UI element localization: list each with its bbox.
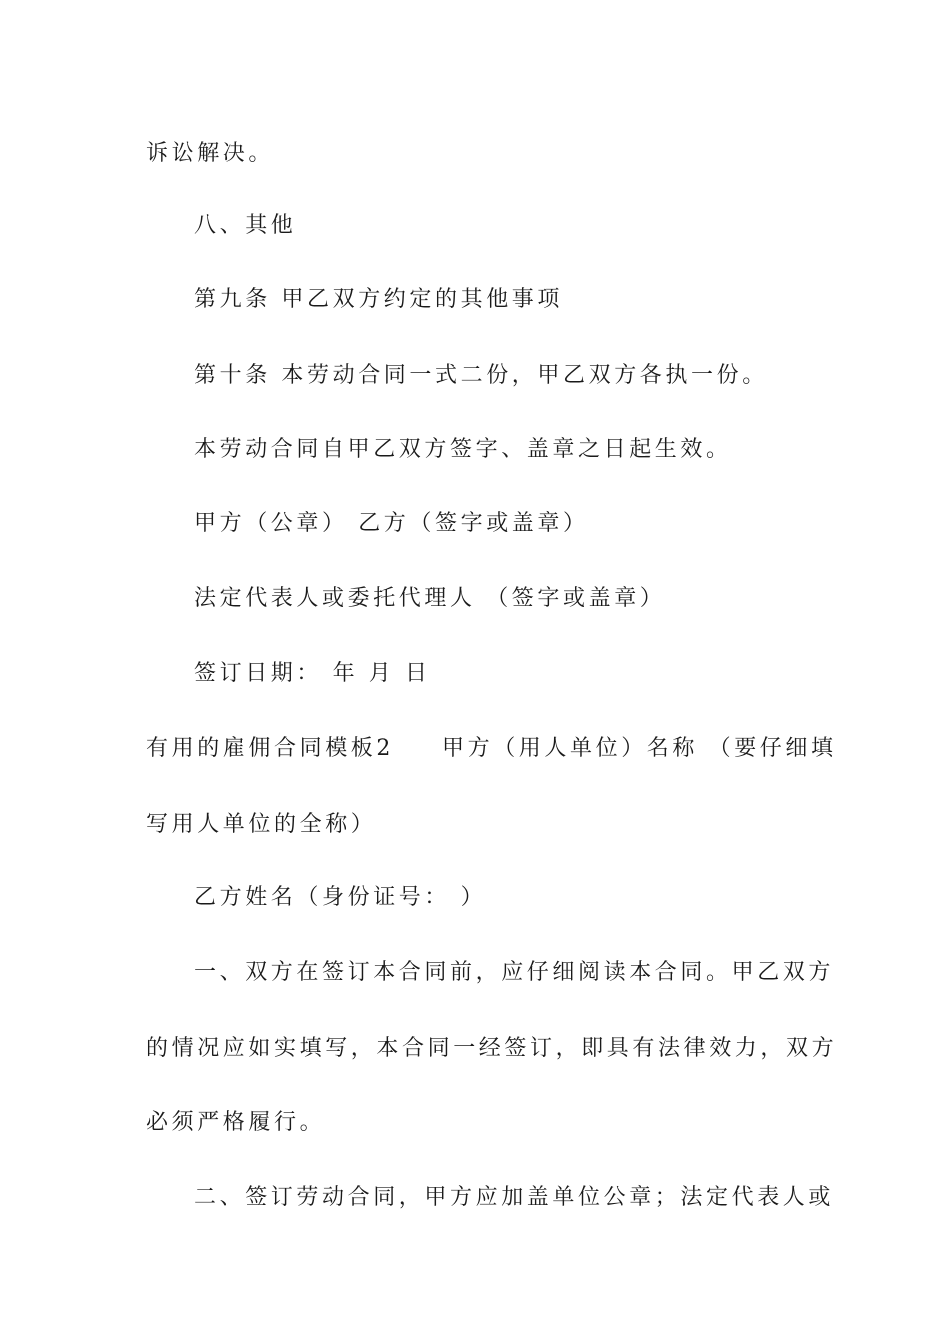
section-heading: 八、其他: [194, 213, 297, 238]
paragraph-line: 必须严格履行。: [146, 1110, 326, 1135]
signature-line: 甲方（公章） 乙方（签字或盖章）: [194, 511, 589, 536]
paragraph-line: 乙方姓名（身份证号： ）: [194, 885, 487, 910]
paragraph-line: 二、签订劳动合同，甲方应加盖单位公章；法定代表人或: [194, 1185, 835, 1210]
clause-line: 第九条 甲乙双方约定的其他事项: [194, 287, 563, 312]
signature-line: 法定代表人或委托代理人 （签字或盖章）: [194, 586, 666, 611]
paragraph-line: 一、双方在签订本合同前，应仔细阅读本合同。甲乙双方: [194, 960, 835, 985]
paragraph-line: 本劳动合同自甲乙双方签字、盖章之日起生效。: [194, 437, 732, 462]
paragraph-line: 的情况应如实填写，本合同一经签订，即具有法律效力，双方: [146, 1036, 838, 1061]
signing-date-line: 签订日期： 年 月 日: [194, 661, 431, 686]
paragraph-line: 诉讼解决。: [146, 141, 275, 166]
clause-line: 第十条 本劳动合同一式二份，甲乙双方各执一份。: [194, 363, 768, 388]
document-title: 有用的雇佣合同模板2: [146, 736, 394, 761]
paragraph-line: 写用人单位的全称）: [146, 812, 377, 837]
paragraph-line: 甲方（用人单位）名称 （要仔细填: [442, 736, 837, 761]
title-line: [146, 734, 837, 764]
